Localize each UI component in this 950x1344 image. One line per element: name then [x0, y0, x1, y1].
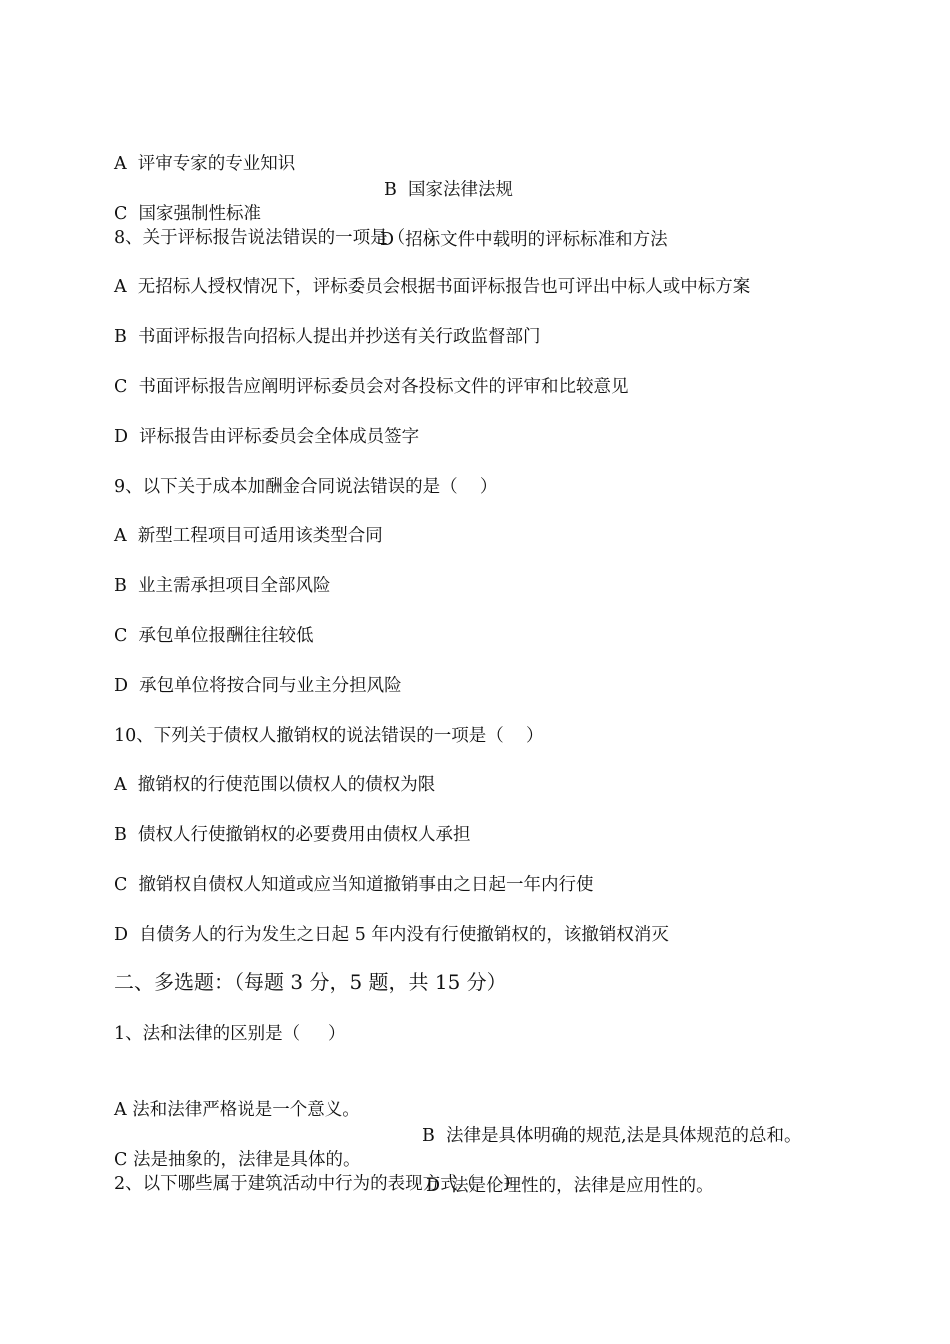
section-heading-multiple-choice: 二、多选题：（每题 3 分，5 题，共 15 分） [114, 970, 507, 994]
q10-stem: 10、下列关于债权人撤销权的说法错误的一项是（ ） [114, 726, 544, 746]
q7-option-b: B 国家法律法规 [384, 180, 513, 200]
q8-option-b: B 书面评标报告向招标人提出并抄送有关行政监督部门 [114, 327, 541, 347]
q8-option-c: C 书面评标报告应阐明评标委员会对各投标文件的评审和比较意见 [114, 377, 629, 397]
q7-option-a: A 评审专家的专业知识 [114, 154, 296, 174]
q9-stem: 9、以下关于成本加酬金合同说法错误的是（ ） [114, 477, 498, 497]
q10-option-b: B 债权人行使撤销权的必要费用由债权人承担 [114, 825, 471, 845]
q8-option-a: A 无招标人授权情况下，评标委员会根据书面评标报告也可评出中标人或中标方案 [114, 277, 751, 297]
q10-option-c: C 撤销权自债权人知道或应当知道撤销事由之日起一年内行使 [114, 875, 594, 895]
q8-option-d: D 评标报告由评标委员会全体成员签字 [114, 427, 420, 447]
mq1-stem: 1、法和法律的区别是（ ） [114, 1024, 346, 1044]
mq1-option-b: B 法律是具体明确的规范,法是具体规范的总和。 [422, 1126, 802, 1146]
mq1-option-a: A 法和法律严格说是一个意义。 [114, 1100, 360, 1120]
q7-option-d: D 招标文件中载明的评标标准和方法 [380, 230, 668, 250]
q10-option-d: D 自债务人的行为发生之日起 5 年内没有行使撤销权的，该撤销权消灭 [114, 925, 669, 945]
q8-stem: 8、关于评标报告说法错误的一项是（ ） [114, 228, 445, 248]
q7-option-c: C 国家强制性标准 [114, 204, 262, 224]
q9-option-a: A 新型工程项目可适用该类型合同 [114, 526, 383, 546]
q9-option-d: D 承包单位将按合同与业主分担风险 [114, 676, 402, 696]
q9-option-b: B 业主需承担项目全部风险 [114, 576, 331, 596]
mq2-stem: 2、以下哪些属于建筑活动中行为的表现方式（ ） [114, 1174, 521, 1194]
mq1-option-c: C 法是抽象的，法律是具体的。 [114, 1150, 361, 1170]
q9-option-c: C 承包单位报酬往往较低 [114, 626, 314, 646]
mq1-option-d: D 法是伦理性的，法律是应用性的。 [426, 1176, 714, 1196]
q10-option-a: A 撤销权的行使范围以债权人的债权为限 [114, 775, 436, 795]
